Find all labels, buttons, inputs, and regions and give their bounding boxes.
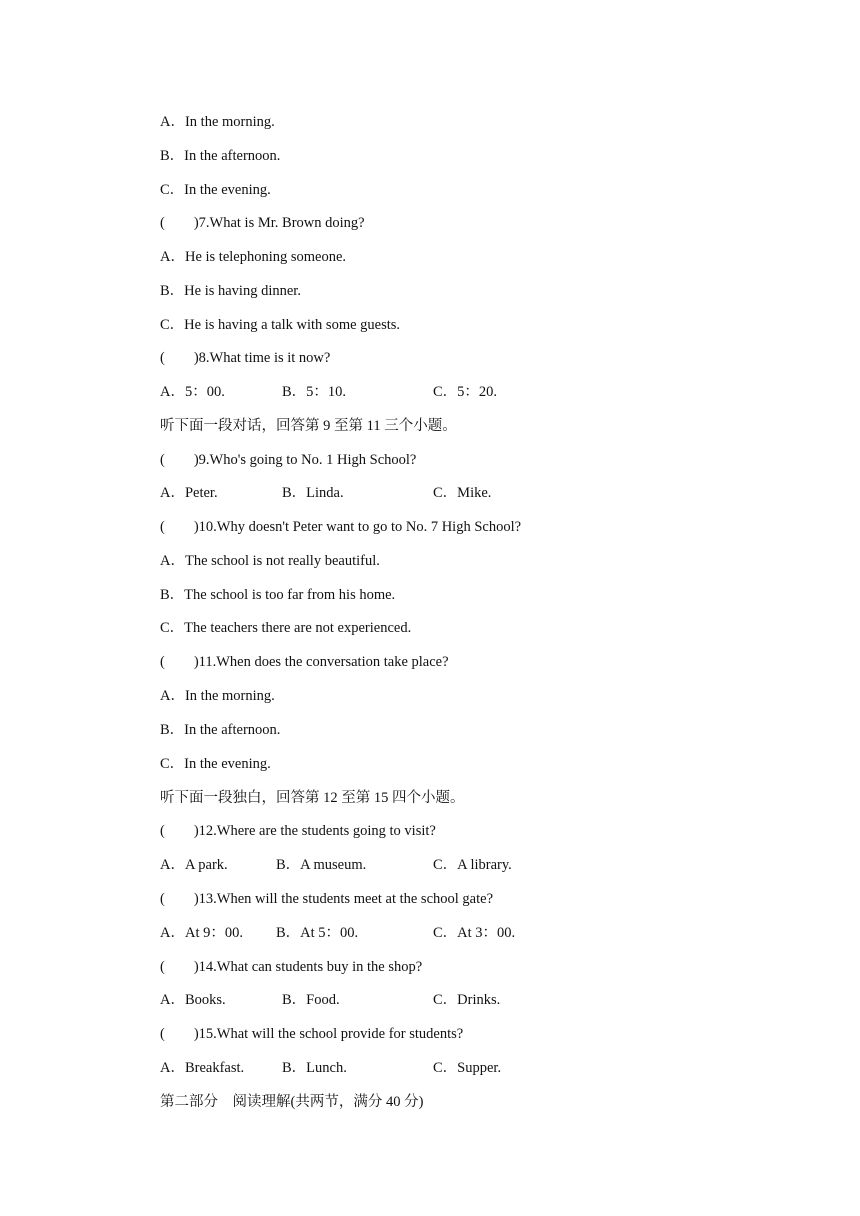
question-7: ( )7.What is Mr. Brown doing? (160, 215, 365, 231)
question-11: ( )11.When does the conversation take place? (160, 654, 449, 670)
answer-option: C．In the evening. (160, 182, 271, 198)
question-14: ( )14.What can students buy in the shop? (160, 959, 423, 975)
answer-option: A．5：00. (160, 384, 225, 400)
answer-option: B．The school is too far from his home. (160, 587, 396, 603)
answer-option: A．A park. (160, 857, 228, 873)
part-heading: 第二部分 阅读理解(共两节，满分 40 分) (160, 1094, 424, 1110)
answer-option: C．A library. (433, 857, 512, 873)
answer-option: B．He is having dinner. (160, 283, 301, 299)
answer-option: A．Books. (160, 992, 226, 1008)
question-15: ( )15.What will the school provide for students? (160, 1026, 464, 1042)
answer-option: B．Linda. (282, 485, 344, 501)
question-13: ( )13.When will the students meet at the school gate? (160, 891, 494, 907)
question-12: ( )12.Where are the students going to visit? (160, 823, 436, 839)
question-9: ( )9.Who's going to No. 1 High School? (160, 452, 417, 468)
answer-option: B．In the afternoon. (160, 722, 281, 738)
answer-option: B．5：10. (282, 384, 347, 400)
answer-option: A．He is telephoning someone. (160, 249, 347, 265)
answer-option: C．In the evening. (160, 756, 271, 772)
question-10: ( )10.Why doesn't Peter want to go to No. 7 High School? (160, 519, 522, 535)
answer-option: C．At 3：00. (433, 925, 516, 941)
answer-option: B．Lunch. (282, 1060, 347, 1076)
answer-option: B．A museum. (276, 857, 367, 873)
answer-option: A．In the morning. (160, 114, 275, 130)
answer-option: C．Drinks. (433, 992, 501, 1008)
answer-option: A．In the morning. (160, 688, 275, 704)
answer-option: C．The teachers there are not experienced. (160, 620, 412, 636)
answer-option: C．5：20. (433, 384, 498, 400)
answer-option: B．In the afternoon. (160, 148, 281, 164)
answer-option: B．Food. (282, 992, 340, 1008)
section-instruction: 听下面一段对话，回答第 9 至第 11 三个小题。 (160, 418, 457, 434)
answer-option: A．Peter. (160, 485, 218, 501)
section-instruction: 听下面一段独白，回答第 12 至第 15 四个小题。 (160, 790, 465, 806)
answer-option: C．Supper. (433, 1060, 502, 1076)
answer-option: C．Mike. (433, 485, 492, 501)
answer-option: A．The school is not really beautiful. (160, 553, 380, 569)
answer-option: A．Breakfast. (160, 1060, 245, 1076)
answer-option: A．At 9：00. (160, 925, 243, 941)
answer-option: C．He is having a talk with some guests. (160, 317, 401, 333)
answer-option: B．At 5：00. (276, 925, 359, 941)
question-8: ( )8.What time is it now? (160, 350, 331, 366)
